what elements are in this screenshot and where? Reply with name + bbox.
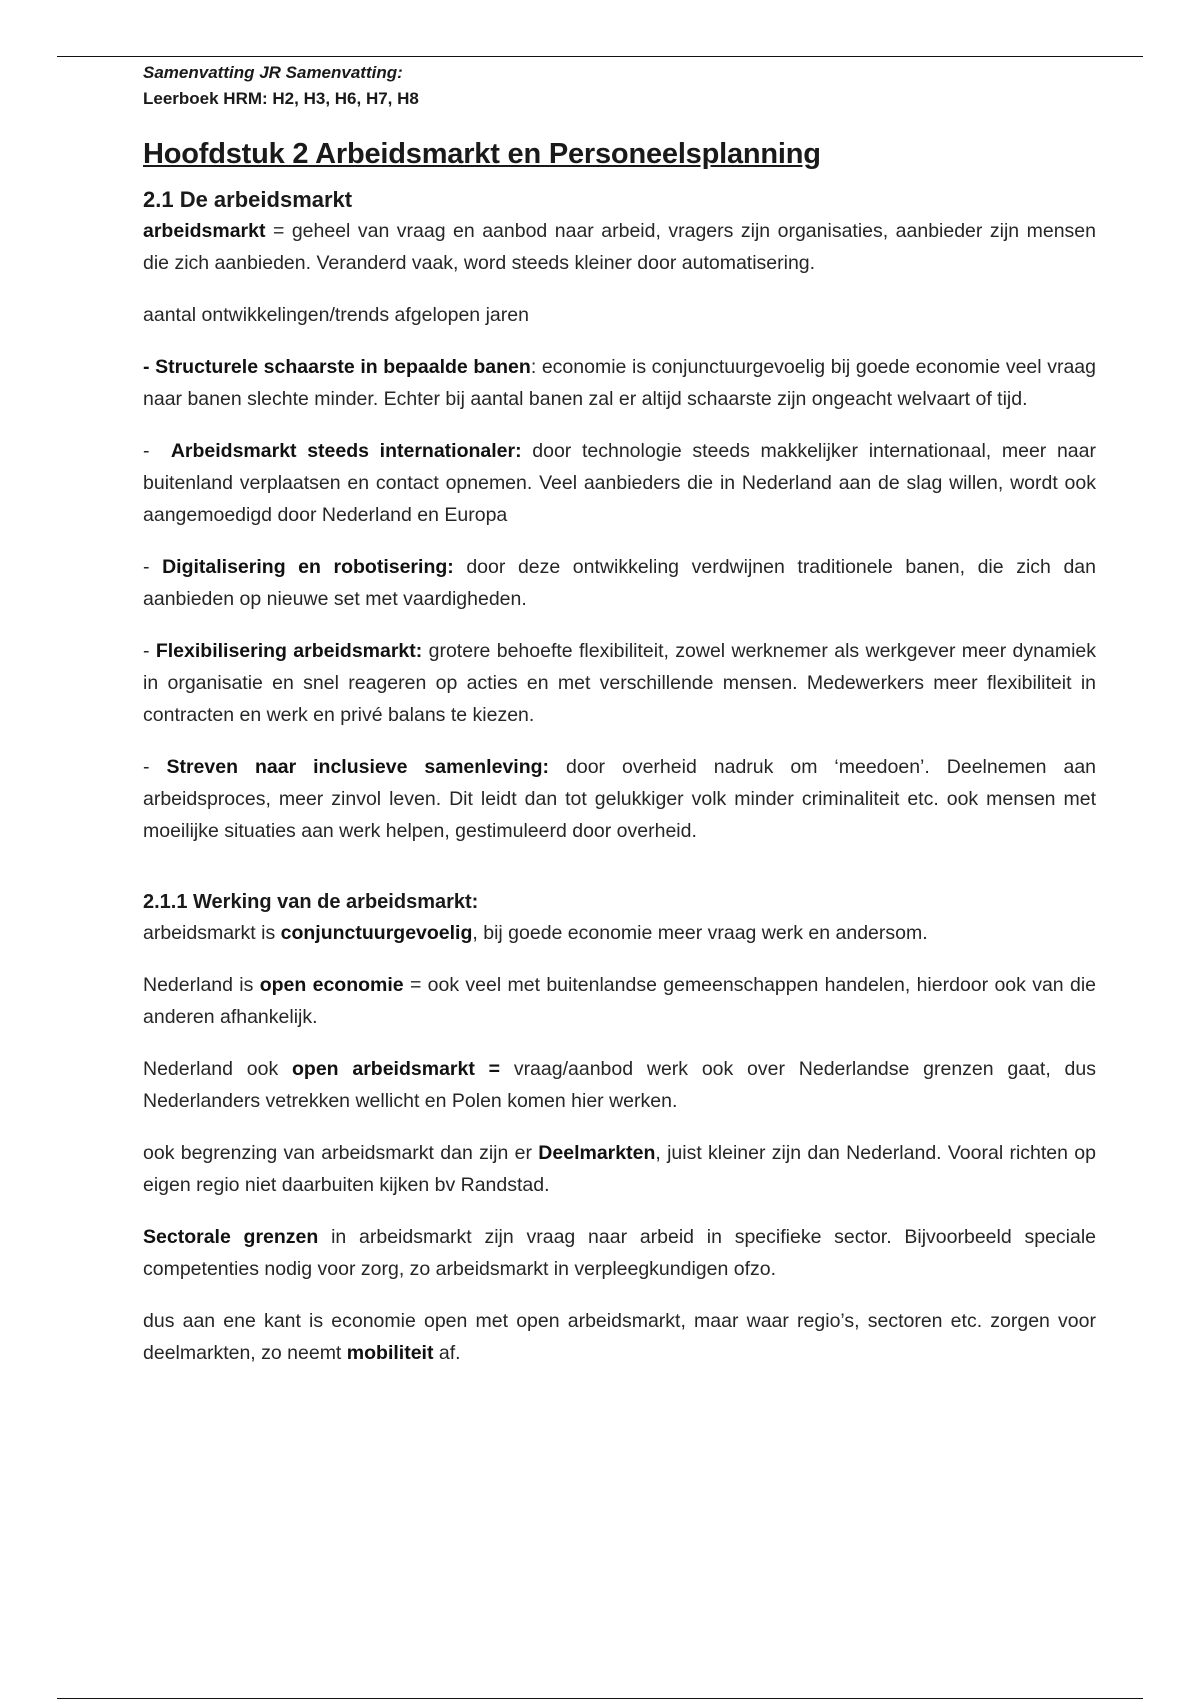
body-paragraph: [143, 917, 1096, 949]
bold-term: open arbeidsmarkt =: [292, 1058, 501, 1080]
bold-term: Sectorale grenzen: [143, 1226, 319, 1248]
text-run: dus aan ene kant is economie open met open arbeidsmarkt, maar waar regio’s, sectoren etc. zorgen voor deelmarkten, zo neemt: [143, 1310, 1096, 1364]
text-run: Nederland is: [143, 974, 260, 996]
trend-term: Flexibilisering arbeidsmarkt:: [155, 640, 423, 662]
body-paragraph: [143, 1053, 1096, 1117]
text-run: af.: [433, 1342, 461, 1364]
body-paragraph: [143, 1221, 1096, 1285]
trend-prefix: -: [143, 756, 167, 778]
bold-term: Deelmarkten: [538, 1142, 656, 1164]
text-run: vraag/aanbod werk ook over Nederlandse grenzen gaat, dus Nederlanders vetrekken wellicht en Polen komen hier werken.: [143, 1058, 1096, 1112]
trend-item: [143, 751, 1096, 847]
text-run: = ook veel met buitenlandse gemeenschappen handelen, hierdoor ook van die anderen afhankelijk.: [143, 974, 1096, 1028]
body-paragraph: [143, 1137, 1096, 1201]
text-run: , bij goede economie meer vraag werk en andersom.: [472, 922, 928, 944]
footer-rule: [57, 1698, 1143, 1699]
bold-term: open economie: [259, 974, 404, 996]
trend-term: Arbeidsmarkt steeds internationaler:: [170, 440, 522, 462]
trend-text: door overheid nadruk om ‘meedoen’. Deelnemen aan arbeidsproces, meer zinvol leven. Dit leidt dan tot gelukkiger volk minder criminaliteit etc. ook mensen met moeilijke situaties aan werk helpen, gestimuleerd door overheid.: [143, 756, 1097, 842]
trend-text: grotere behoefte flexibiliteit, zowel werknemer als werkgever meer dynamiek in organisatie en snel reageren op acties en met verschillende mensen. Medewerkers meer flexibiliteit in contracten en werk en privé balans te kiezen.: [143, 640, 1096, 726]
text-run: arbeidsmarkt is: [143, 922, 281, 944]
trend-prefix: -: [143, 640, 156, 662]
body-paragraph: [143, 969, 1096, 1033]
trend-text: door technologie steeds makkelijker internationaal, meer naar buitenland verplaatsen en contact opnemen. Veel aanbieders die in Nederland aan de slag willen, wordt ook aangemoedigd door Nederland en Europa: [143, 440, 1096, 526]
trend-prefix: -: [143, 440, 171, 462]
text-run: in arbeidsmarkt zijn vraag naar arbeid in specifieke sector. Bijvoorbeeld speciale competenties nodig voor zorg, zo arbeidsmarkt in verpleegkundigen ofzo.: [143, 1226, 1096, 1280]
bold-term: mobiliteit: [346, 1342, 434, 1364]
text-run: Nederland ook: [143, 1058, 292, 1080]
text-run: ook begrenzing van arbeidsmarkt dan zijn er: [143, 1142, 539, 1164]
trend-term: - Structurele schaarste in bepaalde banen: [143, 356, 531, 378]
trend-text: : economie is conjunctuurgevoelig bij goede economie veel vraag naar banen slechte minder. Echter bij aantal banen zal er altijd schaarste zijn ongeacht welvaart of tijd.: [143, 356, 1096, 410]
trend-item: [143, 435, 1096, 531]
trend-term: Digitalisering en robotisering:: [162, 556, 454, 578]
section-heading-2-1-1: 2.1.1 Werking van de arbeidsmarkt:: [143, 891, 479, 913]
trend-item: [143, 635, 1096, 731]
definition-term: arbeidsmarkt: [143, 220, 266, 242]
chapter-title: Hoofdstuk 2 Arbeidsmarkt en Personeelsplanning: [143, 138, 821, 170]
definition-text: = geheel van vraag en aanbod naar arbeid, vragers zijn organisaties, aanbieder zijn mensen die zich aanbieden. Veranderd vaak, word steeds kleiner door automatisering.: [143, 220, 1096, 274]
document-header-title: Samenvatting JR Samenvatting:: [143, 63, 403, 82]
text-run: , juist kleiner zijn dan Nederland. Vooral richten op eigen regio niet daarbuiten kijken bv Randstad.: [143, 1142, 1096, 1196]
bold-term: conjunctuurgevoelig: [280, 922, 473, 944]
document-page: [143, 60, 1096, 1389]
trend-text: door deze ontwikkeling verdwijnen traditionele banen, die zich dan aanbieden op nieuwe set met vaardigheden.: [143, 556, 1096, 610]
header-rule: [57, 56, 1143, 57]
body-paragraph: [143, 1305, 1096, 1369]
trend-term: Streven naar inclusieve samenleving:: [166, 756, 550, 778]
definition-paragraph: [143, 215, 1096, 279]
section-heading-2-1: 2.1 De arbeidsmarkt: [143, 187, 353, 212]
document-header-subtitle: Leerboek HRM: H2, H3, H6, H7, H8: [143, 89, 419, 108]
trends-intro: aantal ontwikkelingen/trends afgelopen jaren: [143, 304, 529, 326]
trend-prefix: -: [143, 556, 163, 578]
trend-item: [143, 351, 1096, 415]
trend-item: [143, 551, 1096, 615]
